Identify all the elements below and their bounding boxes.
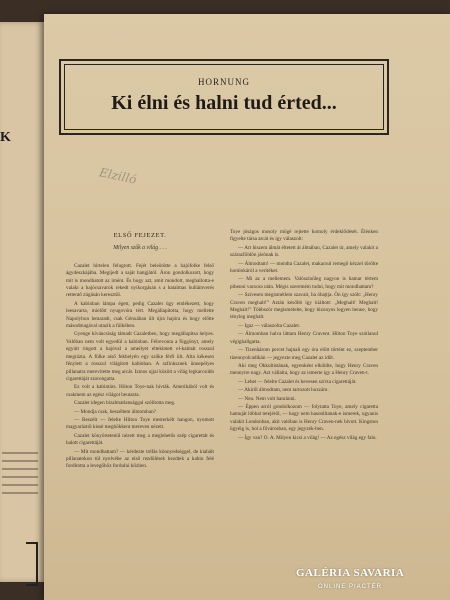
paragraph: Cazalet hirtelen felugrott. Fejét beleütötte a hajófolke felső ágydeszkájába. Megijedt a saját hangjától. Áron gondolkozott, hogy mit is mondhatott az imént. És hogy azt, amit mondott, meghallotta-e valaki a hajócsavarok rekedt nyikorgásán s a hatalmas hullámverés rettentő zúgásán keresztül. [66, 262, 214, 299]
handwritten-signature: Elzilló [97, 165, 138, 187]
paragraph: — Tizenhárom percet hajnali egy óra előtt történt ez, szeptember tizennyolcadikán — jegyezte meg Cazalet az időt. [230, 347, 378, 361]
paragraph: — Éppen arról gondolkozom — folytatta Toye, amely cigaretta hamuját lóbbal tetejéről, — hogy nem hasonlítanak-e ismerek, ugyanis valakit Londonban, akit valóban is Henry Craven-nek hívott. Kingston ügyéig is, hol a fővárosban, egy jegyzék-ben. [230, 403, 378, 433]
chapter-subtitle: Milyen szűk a világ . . . [113, 245, 167, 252]
paragraph: Cazalet könyörtetenül nézett meg a meglehetős szép cigarettát és halott cigarettáját. [66, 432, 214, 447]
paragraph: — Neu. Nem volt hanránni. [238, 395, 296, 402]
magazine-page [44, 14, 450, 600]
paragraph: — Beszélt — felelte Hilton Toye mesterkélt hangon, nyomott magyaráztól kissé meghökkent mereven nézett. [66, 416, 214, 431]
paragraph: — Mondja csak, beszéltem álmomban? [74, 408, 156, 415]
paragraph: — Lehet — felelte Cazalet és hevesen szívta cigarettáját. [238, 378, 357, 385]
paragraph: — Így van? O. A. Milyen kicsi a világ! — Az egész világ egy falu. [238, 434, 377, 441]
watermark-brand: GALÉRIA SAVARIA [296, 567, 405, 579]
paragraph: — Álmomban halva láttam Henry Cravent. Hilton Toye szótlanul végighallgatta. [230, 331, 378, 345]
paragraph: Gyenge kíváncsiság támadt Cazaletben, hogy megállapítsa helyes. Valóban nem volt egyedül a kabinban. Félrevonta a függönyt, amely egyútt ringott a hajóval a ameilyet eltekintett el-kalmát rosszul megrázta. A fülke aíső fekhelyén egy szőke férfi ült. Alta kékesen fénylett a rosszul világított kabinban. A szfinksznek ünnepélyes pillanatra merevítette meg arcát. Izmos ujjai között a világ legkarcsúbb cigarettáját szorongatta. [66, 331, 214, 382]
paragraph: Toye jóságos mosoly mögé rejtette komoly érdeklődését. Élénken figyelte társa arcát és így válaszolt: [230, 229, 378, 243]
paragraph: — Igaz — válaszolta Cazalet. [238, 322, 301, 329]
printed-bracket [26, 542, 38, 586]
previous-page-edge [0, 22, 44, 582]
paragraph: Cazalet idegen bizalmatlansággal szólította meg. [74, 400, 176, 407]
watermark-tagline: ONLINE PIACTÉR [318, 584, 383, 590]
paragraph: — Mi az a mellemem. Valószínűleg nagyon is hamar tértem pihenni vacsora után. Mégis szeretném tudni, hogy mit mondhattam? [230, 276, 378, 290]
left-text-column [66, 232, 214, 472]
right-text-column [230, 229, 378, 443]
paragraph: — Álmodtam! — mondta Cazalet, makacsul remegő kézzel törölte homlokáról a verítéket. [230, 260, 378, 275]
spine-letter: K [0, 130, 11, 145]
paragraph: — Szívesen megismétlem szavait, ha óhajtja. Ön így szólt: „Henry Craven meghalt!” Aztán később ígу kiáltott: „Meghalt! Meghalt! Meghalt!” Többször megismételte, hogy bizonyos legyen benne, hogy tényleg meghalt. [230, 292, 378, 321]
faded-text-lines [2, 452, 38, 500]
paragraph: Ez volt a kabintárs. Hilton Toye-nak hívták. Amerikából volt és csakmem az egész világot beutazta. [66, 384, 214, 398]
paragraph: — Art hiszem álmát éltetett át álmában, Cazalet úr, amely valakit a szárazföldön járónak is. [230, 244, 378, 259]
paragraph: — Akiről álmodtam, nem tartozott hozzám. [238, 387, 329, 394]
title-frame [59, 59, 389, 135]
story-title: Ki élni és halni tud érted... [111, 92, 337, 114]
author-name: HORNUNG [198, 77, 250, 87]
chapter-heading: ELSŐ FEJEZET. [113, 232, 167, 239]
paragraph: A kabinban lámpa égett, pedig Cazalet úgy emlékezett, hogy leesavarta, mielőtt nyugovóra tért. Megállapította, hogy mellette Napolybon lemaradt, csak Génuában ült újra hajóra és hogy előtte másodmagával utazik a fülkében. [66, 300, 214, 330]
paragraph: Aki meg Okkultistának, egyenként elküldte, hogy Henry Craven mennyire nagy. Azt vállalta, hogy az ismerte így a Henry Craven-t. [230, 362, 378, 377]
paragraph: — Mit mondhattam? — kérdezte tréfás könnyedséggel, de kiabált pillanatokon túl nyelvébe az első rezdülések kezdtek a kabin felé fordította a levegőhöz fordulni közben. [66, 448, 214, 470]
